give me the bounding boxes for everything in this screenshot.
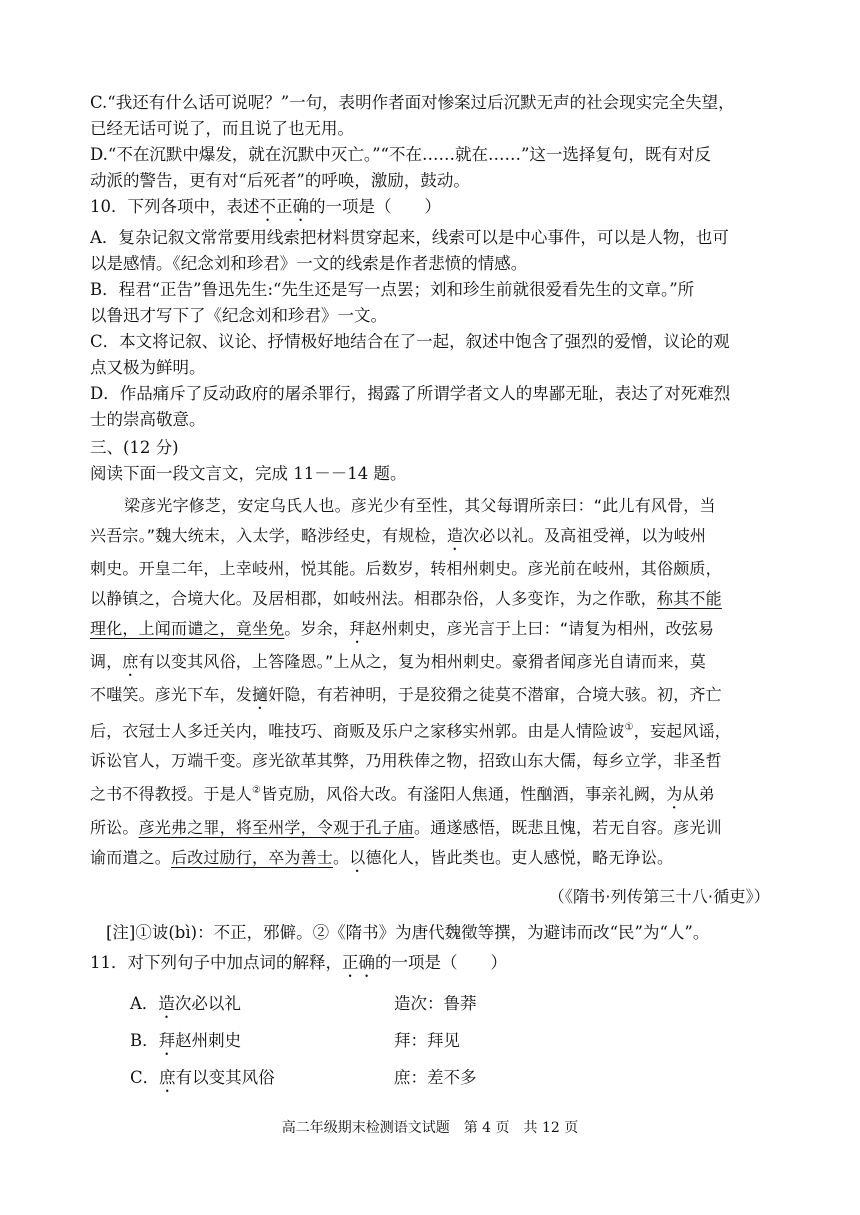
q9-option-d-line1: D.“不在沉默中爆发，就在沉默中灭亡。”“不在……就在……”这一选择复句，既有对反 <box>90 145 711 164</box>
q11-options <box>90 985 780 1096</box>
q10-option-d-line2: 士的崇高敬意。 <box>90 410 206 429</box>
q9-option-c-line1: C.“我还有什么话可说呢？”一句，表明作者面对惨案过后沉默无声的社会现实完全失望， <box>90 93 735 112</box>
q11-stem: 11．对下列句子中加点词的解释，正确的一项是（ ） <box>90 952 507 972</box>
footnote: [注]①诐(bì)：不正，邪僻。②《隋书》为唐代魏徵等撰，为避讳而改“民”为“人”。 <box>106 922 710 942</box>
q10-stem: 10．下列各项中，表述不正确的一项是（ ） <box>90 197 441 216</box>
page-footer: 高二年级期末检测语文试题 第 4 页 共 12 页 <box>281 1120 579 1136</box>
emphasis-dot: 不 <box>259 197 276 216</box>
classical-passage <box>90 491 780 912</box>
section-instructions: 阅读下面一段文言文，完成 11－－14 题。 <box>90 464 407 483</box>
passage-line: 所讼。彦光弗之罪，将至州学，令观于孔子庙。通遂感悟，既悲且愧，若无自容。彦光训 <box>90 817 722 837</box>
q11-option-b: B．拜赵州刺史 拜：拜见 <box>130 1030 460 1050</box>
passage-line: 诉讼官人，万端千变。彦光欲革其弊，乃用秩俸之物，招致山东大儒，每乡立学，非圣哲 <box>90 751 722 771</box>
q10-option-b-line1: B．程君“正告”鲁迅先生:“先生还是写一点罢；刘和珍生前就很爱看先生的文章。”所 <box>90 280 695 299</box>
passage-line: 刺史。开皇二年，上幸岐州，悦其能。后数岁，转相州刺史。彦光前在岐州，其俗颇质， <box>90 559 722 578</box>
emphasis-dot: 拜 <box>349 619 366 638</box>
passage-line: 以静镇之，合境大化。及居相郡，如岐州法。相郡杂俗，人多变诈，为之作歌，称其不能 <box>90 589 722 608</box>
emphasis-dot: 造 <box>158 993 175 1013</box>
underlined-sentence: 称其不能 <box>657 589 722 608</box>
q10-option-a-line1: A．复杂记叙文常常要用线索把材料贯穿起来，线索可以是中心事件，可以是人物，也可 <box>90 228 729 247</box>
emphasis-dot: 正 <box>342 952 359 972</box>
emphasis-dot: 造 <box>446 526 464 545</box>
footnote-marker: ② <box>252 785 262 797</box>
q10-option-d-line1: D．作品痛斥了反动政府的屠杀罪行，揭露了所谓学者文人的卑鄙无耻，表达了对死难烈 <box>90 384 731 403</box>
passage-line: 不嗤笑。彦光下车，发擿奸隐，有若神明，于是狡猾之徒莫不潜窜，合境大骇。初，齐亡 <box>90 685 722 704</box>
emphasis-dot: 庶 <box>122 652 139 671</box>
passage-line: 之书不得教授。于是人②皆克励，风俗大改。有滏阳人焦通，性酗酒，事亲礼阙，为从弟 <box>90 784 715 804</box>
emphasis-dot: 为 <box>666 784 683 804</box>
emphasis-dot: 确 <box>358 952 375 972</box>
passage-source: （《隋书·列传第三十八·循吏》） <box>548 886 770 906</box>
q9-option-d-line2: 动派的警告，更有对“后死者”的呼唤，激励，鼓动。 <box>90 171 470 190</box>
passage-line: 兴吾宗。”魏大统末，入太学，略涉经史，有规检，造次必以礼。及高祖受禅，以为岐州 <box>90 526 707 545</box>
emphasis-dot: 庶 <box>159 1067 176 1087</box>
emphasis-dot: 擿 <box>252 685 269 704</box>
q10-option-c-line1: C．本文将记叙、议论、抒情极好地结合在了一起，叙述中饱含了强烈的爱憎，议论的观 <box>90 332 730 351</box>
q11-option-c: C．庶有以变其风俗 庶：差不多 <box>130 1067 477 1087</box>
option-gloss: 造次：鲁莽 <box>394 993 477 1013</box>
section-title: 三、(12 分) <box>90 438 179 457</box>
exam-page <box>90 90 780 1096</box>
emphasis-dot: 确 <box>292 197 309 216</box>
q10-option-b-line2: 以鲁迅才写下了《纪念刘和珍君》一文。 <box>90 306 387 325</box>
q9-option-c-line2: 已经无话可说了，而且说了也无用。 <box>90 119 354 138</box>
passage-line: 梁彦光字修芝，安定乌氏人也。彦光少有至性，其父每谓所亲曰：“此儿有风骨，当 <box>124 496 716 515</box>
q10-option-c-line2: 点又极为鲜明。 <box>90 358 206 377</box>
q10-option-a-line2: 以是感情。《纪念刘和珍君》一文的线索是作者悲愤的情感。 <box>90 254 528 273</box>
underlined-sentence: 理化，上闻而谴之，竟坐免 <box>90 619 285 638</box>
footnote-marker: ① <box>624 722 634 733</box>
emphasis-dot: 以 <box>349 847 366 867</box>
passage-line: 调，庶有以变其风俗，上答隆恩。”上从之，复为相州刺史。豪猾者闻彦光自请而来，莫 <box>90 652 707 671</box>
passage-line: 理化，上闻而谴之，竟坐免。岁余，拜赵州刺史，彦光言于上曰：“请复为相州，改弦易 <box>90 619 715 638</box>
passage-line: 谕而遣之。后改过励行，卒为善士。以德化人，皆此类也。吏人感悦，略无诤讼。 <box>90 847 674 867</box>
underlined-sentence: 彦光弗之罪，将至州学，令观于孔子庙 <box>138 817 415 837</box>
emphasis-dot: 拜 <box>158 1030 176 1050</box>
option-gloss: 拜：拜见 <box>394 1030 460 1050</box>
q11-option-a: A．造次必以礼 造次：鲁莽 <box>130 993 477 1013</box>
underlined-sentence: 后改过励行，卒为善士 <box>171 847 334 867</box>
passage-line: 后，衣冠士人多迁关内，唯技巧、商贩及乐户之家移实州郭。由是人情险诐①，妄起风谣， <box>90 721 731 741</box>
option-gloss: 庶：差不多 <box>394 1067 477 1087</box>
